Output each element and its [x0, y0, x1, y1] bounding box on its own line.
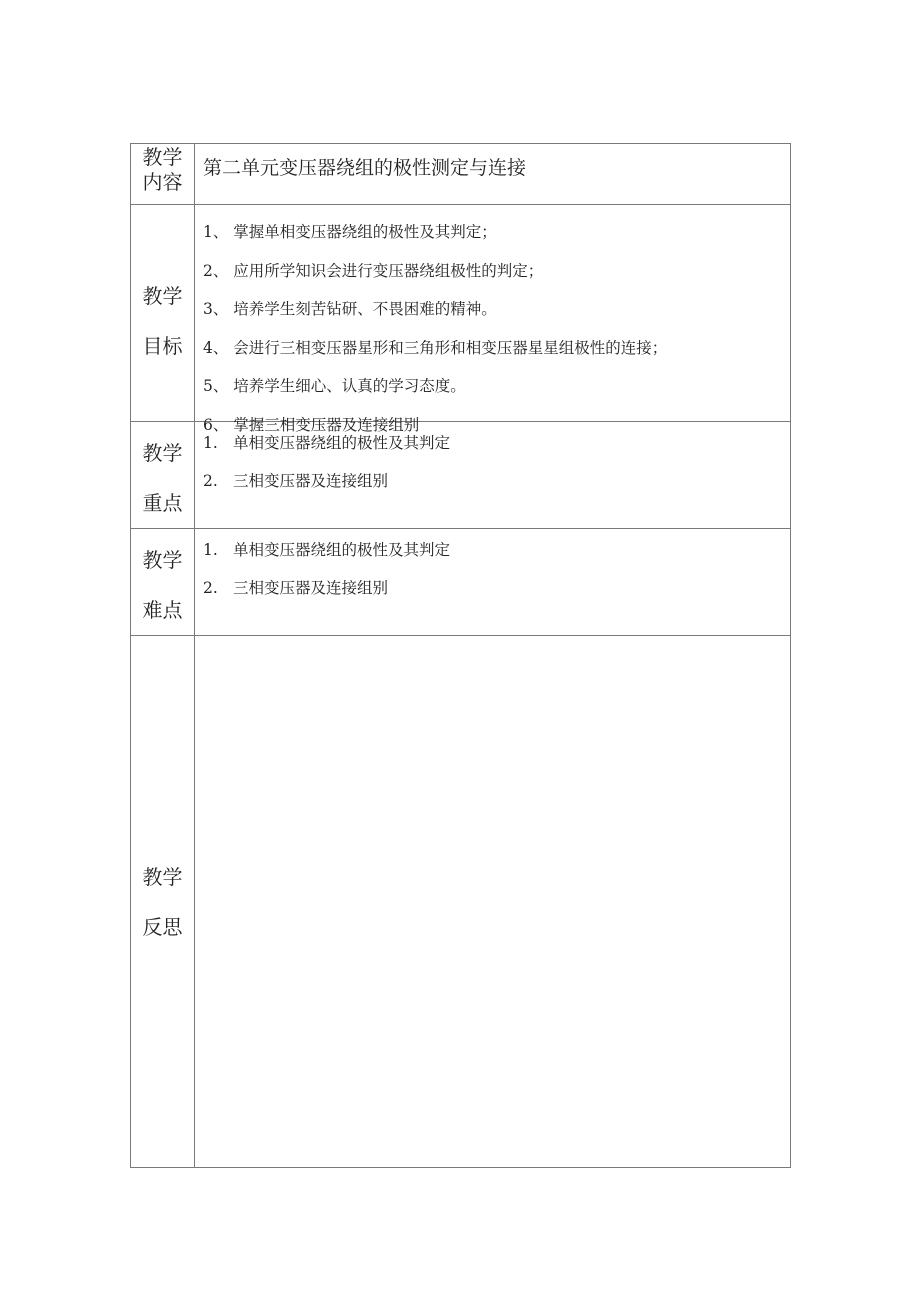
list-item: 6、 掌握三相变压器及连接组别 [203, 415, 420, 434]
content-cell-difficulties [195, 529, 791, 636]
label-key-points: 教学 重点 [142, 441, 183, 515]
item-number: 1. [203, 434, 218, 452]
list-item [203, 424, 790, 462]
item-number: 2. [203, 579, 218, 597]
key-points-list [195, 422, 790, 500]
item-text: 单相变压器绕组的极性及其判定 [233, 434, 451, 452]
label-difficulties: 教学 难点 [142, 548, 183, 622]
row-difficulties [131, 529, 791, 636]
list-item: 3、 培养学生刻苦钻研、不畏困难的精神。 [203, 300, 497, 318]
content-cell-teaching-content [195, 144, 791, 205]
content-cell-key-points [195, 422, 791, 529]
difficulties-list [195, 529, 790, 607]
label-reflection: 教学 反思 [142, 865, 183, 939]
list-item [203, 462, 790, 500]
label-cell-reflection [131, 636, 195, 1168]
unit-title: 第二单元变压器绕组的极性测定与连接 [203, 157, 527, 179]
row-key-points [131, 422, 791, 529]
item-text: 三相变压器及连接组别 [233, 472, 389, 490]
objectives-list [195, 205, 790, 434]
list-item [203, 531, 790, 569]
label-teaching-content: 教学 内容 [142, 145, 183, 194]
lesson-plan-table [130, 143, 791, 1168]
item-text: 三相变压器及连接组别 [233, 579, 389, 597]
item-number: 2. [203, 472, 218, 490]
list-item: 5、 培养学生细心、认真的学习态度。 [203, 377, 466, 395]
list-item: 2、 应用所学知识会进行变压器绕组极性的判定； [203, 261, 544, 280]
row-teaching-content [131, 144, 791, 205]
list-item [203, 569, 790, 607]
label-cell-teaching-objectives [131, 205, 195, 422]
label-teaching-objectives: 教学 目标 [142, 284, 183, 358]
list-item: 1、 掌握单相变压器绕组的极性及其判定； [203, 223, 497, 241]
label-cell-key-points [131, 422, 195, 529]
label-cell-difficulties [131, 529, 195, 636]
content-cell-teaching-objectives [195, 205, 791, 434]
row-teaching-objectives [131, 205, 791, 422]
item-number: 1. [203, 541, 218, 559]
list-item: 4、 会进行三相变压器星形和三角形和相变压器星星组极性的连接； [203, 338, 668, 357]
row-reflection [131, 636, 791, 1168]
label-cell-teaching-content [131, 144, 195, 205]
item-text: 单相变压器绕组的极性及其判定 [233, 541, 451, 559]
content-cell-reflection [195, 636, 791, 1168]
